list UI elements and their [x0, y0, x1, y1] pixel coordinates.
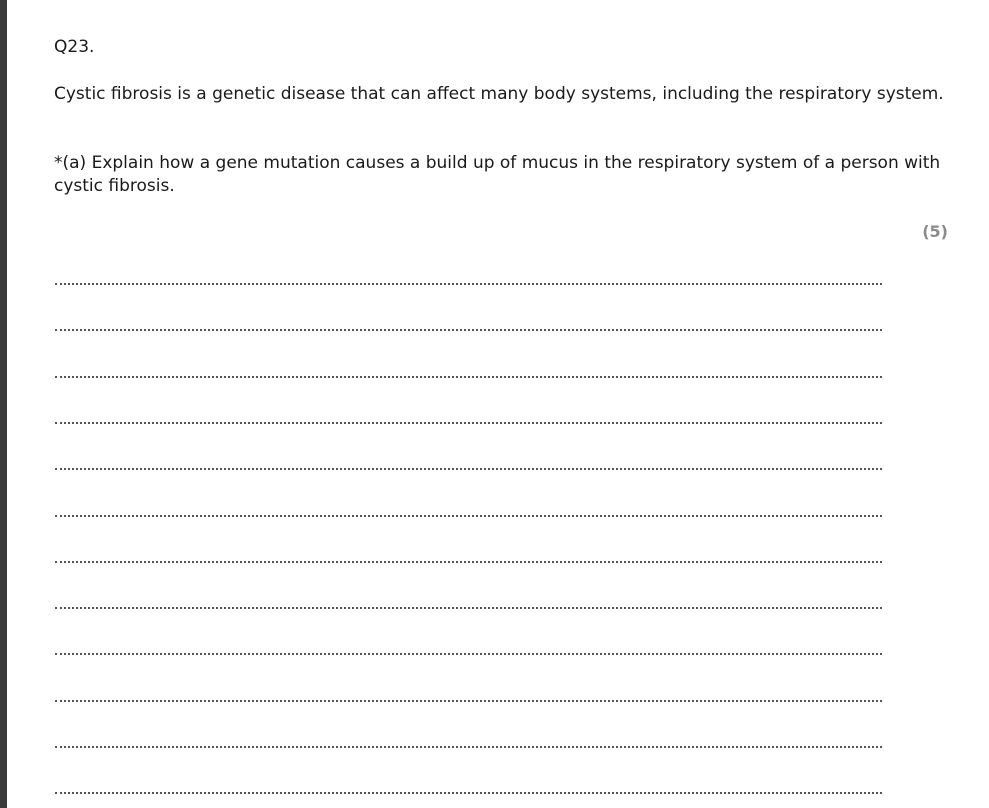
question-part-a: *(a) Explain how a gene mutation causes a build up of mucus in the respiratory system of a person with cystic fibrosis.	[54, 153, 941, 196]
answer-line[interactable]	[55, 468, 882, 470]
answer-line[interactable]	[55, 283, 882, 285]
answer-line[interactable]	[55, 422, 882, 424]
left-edge-bar	[0, 0, 7, 808]
marks-allocation: (5)	[922, 222, 948, 241]
answer-line[interactable]	[55, 700, 882, 702]
answer-line[interactable]	[55, 376, 882, 378]
answer-line[interactable]	[55, 746, 882, 748]
question-number: Q23.	[54, 37, 95, 57]
question-stem: Cystic fibrosis is a genetic disease that can affect many body systems, including the respiratory system.	[54, 84, 944, 104]
answer-line[interactable]	[55, 607, 882, 609]
answer-line[interactable]	[55, 653, 882, 655]
answer-line[interactable]	[55, 515, 882, 517]
answer-line[interactable]	[55, 329, 882, 331]
answer-line[interactable]	[55, 792, 882, 794]
answer-line[interactable]	[55, 561, 882, 563]
